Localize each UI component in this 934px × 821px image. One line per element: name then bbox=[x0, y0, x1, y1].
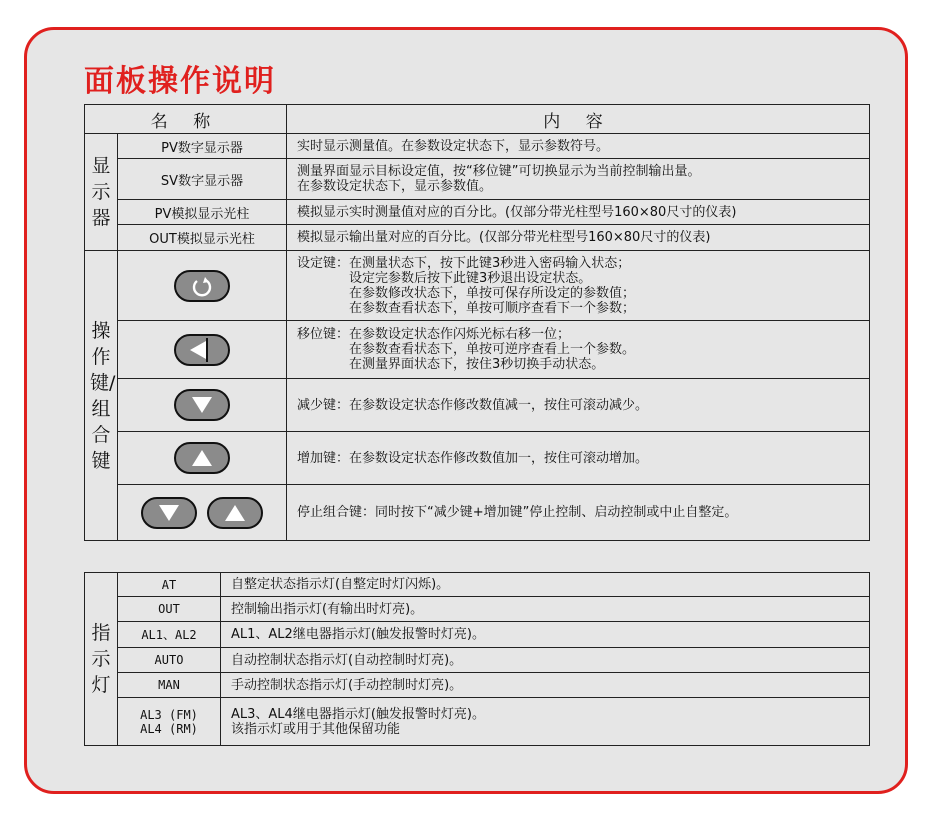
key-desc: 增加键：在参数设定状态作修改数值加一，按住可滚动增加。 bbox=[287, 432, 870, 485]
header-content: 内 容 bbox=[287, 105, 870, 134]
indicator-code: AL1、AL2 bbox=[118, 622, 221, 648]
table-row bbox=[85, 673, 870, 698]
indicator-code: AUTO bbox=[118, 648, 221, 673]
table-row bbox=[85, 225, 870, 251]
down-up-combo-icon bbox=[118, 497, 286, 529]
table-row bbox=[85, 134, 870, 159]
display-name: PV数字显示器 bbox=[118, 134, 287, 159]
display-desc: 模拟显示输出量对应的百分比。(仅部分带光柱型号160×80尺寸的仪表) bbox=[287, 225, 870, 251]
indicator-desc: AL1、AL2继电器指示灯(触发报警时灯亮)。 bbox=[221, 622, 870, 648]
key-cell bbox=[118, 432, 287, 485]
down-arrow-icon[interactable] bbox=[174, 389, 230, 421]
key-cell bbox=[118, 485, 287, 541]
header-name: 名 称 bbox=[85, 105, 287, 134]
display-desc: 模拟显示实时测量值对应的百分比。(仅部分带光柱型号160×80尺寸的仪表) bbox=[287, 200, 870, 225]
key-desc: 移位键：在参数设定状态作闪烁光标右移一位； 在参数查看状态下，单按可逆序查看上一个参数。 在测量界面状态下，按住3秒切换手动状态。 bbox=[287, 321, 870, 379]
display-name: SV数字显示器 bbox=[118, 159, 287, 200]
table-row bbox=[85, 200, 870, 225]
indicator-desc: AL3、AL4继电器指示灯(触发报警时灯亮)。 该指示灯或用于其他保留功能 bbox=[221, 698, 870, 746]
key-desc: 设定键：在测量状态下，按下此键3秒进入密码输入状态； 设定完参数后按下此键3秒退出设定状态。 在参数修改状态下，单按可保存所设定的参数值； 在参数查看状态下，单按可顺序查看下一个参数； bbox=[287, 251, 870, 321]
indicator-code: OUT bbox=[118, 597, 221, 622]
up-arrow-icon[interactable] bbox=[207, 497, 263, 529]
rotate-icon[interactable] bbox=[174, 270, 230, 302]
indicator-code: AT bbox=[118, 573, 221, 597]
table-header-row bbox=[85, 105, 870, 134]
table-row bbox=[85, 648, 870, 673]
page-title: 面板操作说明 bbox=[84, 64, 276, 99]
table-row bbox=[85, 485, 870, 541]
keys-section-label: 操作键/组合键 bbox=[85, 251, 118, 541]
key-desc: 减少键：在参数设定状态作修改数值减一，按住可滚动减少。 bbox=[287, 379, 870, 432]
indicator-code: MAN bbox=[118, 673, 221, 698]
down-arrow-icon[interactable] bbox=[141, 497, 197, 529]
up-arrow-icon[interactable] bbox=[174, 442, 230, 474]
table-row bbox=[85, 159, 870, 200]
table-row bbox=[85, 698, 870, 746]
indicator-desc: 自整定状态指示灯(自整定时灯闪烁)。 bbox=[221, 573, 870, 597]
operation-table bbox=[84, 104, 870, 541]
key-cell bbox=[118, 379, 287, 432]
display-name: PV模拟显示光柱 bbox=[118, 200, 287, 225]
indicator-table bbox=[84, 572, 870, 746]
table-row bbox=[85, 432, 870, 485]
display-name: OUT模拟显示光柱 bbox=[118, 225, 287, 251]
display-section-label: 显示器 bbox=[85, 134, 118, 251]
key-cell bbox=[118, 251, 287, 321]
display-desc: 实时显示测量值。在参数设定状态下，显示参数符号。 bbox=[287, 134, 870, 159]
table-row bbox=[85, 573, 870, 597]
indicator-desc: 控制输出指示灯(有输出时灯亮)。 bbox=[221, 597, 870, 622]
left-arrow-icon[interactable] bbox=[174, 334, 230, 366]
table-row bbox=[85, 321, 870, 379]
table-row bbox=[85, 251, 870, 321]
indicator-desc: 自动控制状态指示灯(自动控制时灯亮)。 bbox=[221, 648, 870, 673]
key-cell bbox=[118, 321, 287, 379]
table-row bbox=[85, 597, 870, 622]
indicator-desc: 手动控制状态指示灯(手动控制时灯亮)。 bbox=[221, 673, 870, 698]
indicator-section-label: 指示灯 bbox=[85, 573, 118, 746]
table-row bbox=[85, 379, 870, 432]
key-desc: 停止组合键：同时按下“减少键+增加键”停止控制、启动控制或中止自整定。 bbox=[287, 485, 870, 541]
display-desc: 测量界面显示目标设定值，按“移位键”可切换显示为当前控制输出量。 在参数设定状态下，显示参数值。 bbox=[287, 159, 870, 200]
indicator-code: AL3 (FM) AL4 (RM) bbox=[118, 698, 221, 746]
table-row bbox=[85, 622, 870, 648]
